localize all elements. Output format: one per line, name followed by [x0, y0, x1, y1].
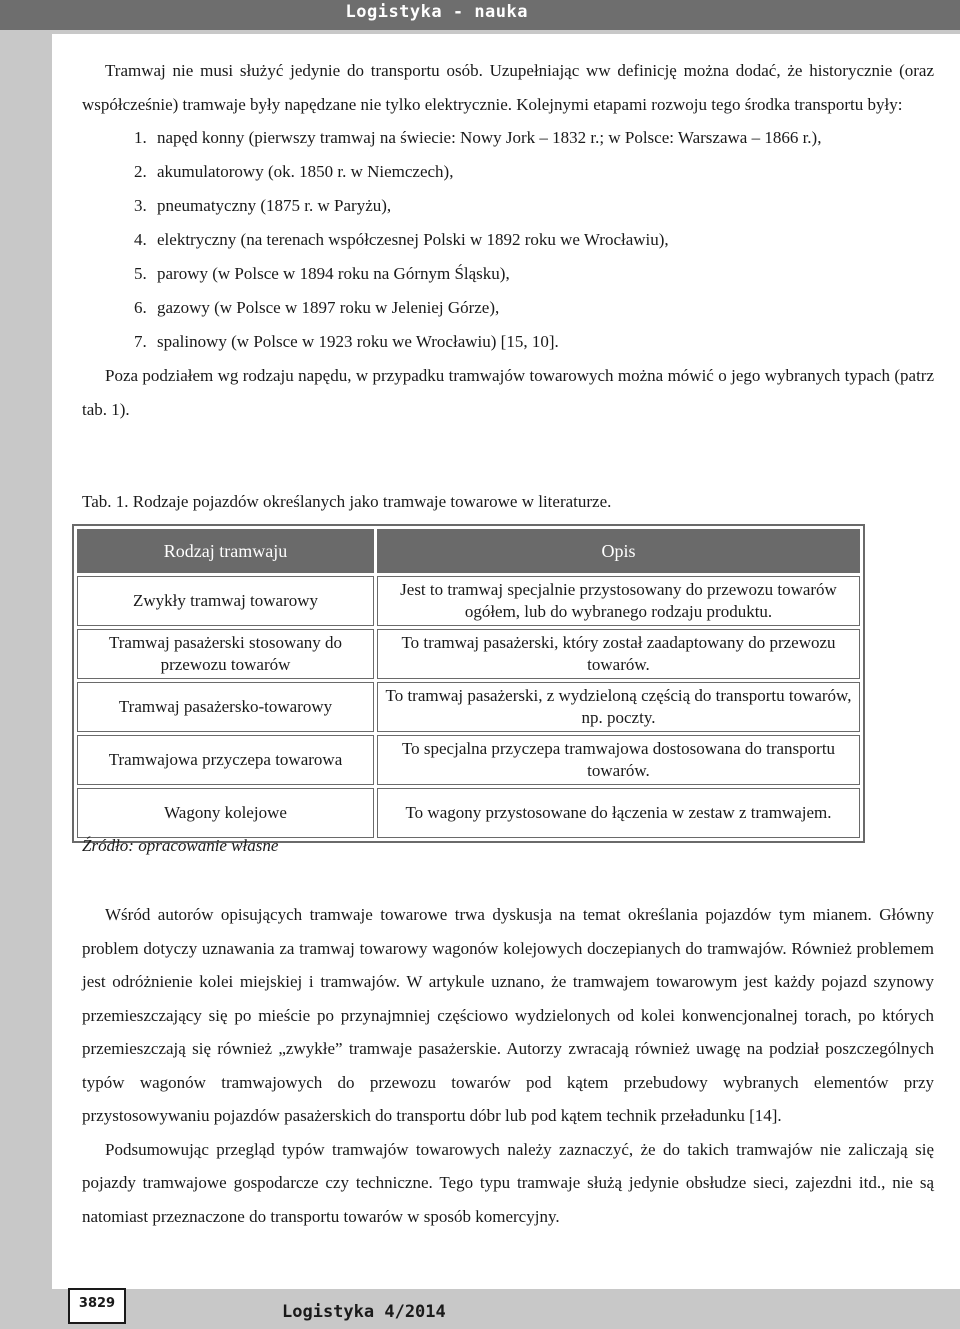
cell-description: Jest to tramwaj specjalnie przystosowany do przewozu towarów ogółem, lub do wybranego rodzaju produktu.	[377, 576, 860, 626]
list-item-number: 6.	[134, 298, 147, 317]
cell-type: Zwykły tramwaj towarowy	[77, 576, 374, 626]
tram-types-table	[72, 524, 865, 843]
list-item-number: 7.	[134, 332, 147, 351]
table-row	[77, 629, 860, 679]
list-item-text: pneumatyczny (1875 r. w Paryżu),	[157, 196, 392, 215]
list-item	[82, 121, 934, 155]
header-description: Opis	[377, 529, 860, 573]
list-item	[82, 155, 934, 189]
list-item-text: elektryczny (na terenach współczesnej Polski w 1892 roku we Wrocławiu),	[157, 230, 669, 249]
table-row	[77, 735, 860, 785]
table-row	[77, 576, 860, 626]
list-item-text: akumulatorowy (ok. 1850 r. w Niemczech),	[157, 162, 454, 181]
discussion-paragraph: Wśród autorów opisujących tramwaje towarowe trwa dyskusja na temat określania pojazdów tym mianem. Główny problem dotyczy uznawania za tramwaj towarowy wagonów kolejowych doczepianych do tramwajów. Również problemem jest odróżnienie kolei miejskiej i tramwajów. W artykule uznano, że tramwajem towarowym jest każdy pojazd szynowy przemieszczający się po mieście po przynajmniej częściowo wydzielonych od kolei konwencjonalnej torach, po których przemieszczają się również „zwykłe” tramwaje pasażerskie. Autorzy zwracają również uwagę na podział poszczególnych typów wagonów tramwajowych do przewozu towarów pod kątem przebudowy wybranych elementów przy przystosowywaniu pojazdów pasażerskich do transportu dóbr lub pod kątem technik przeładunku [14].	[82, 905, 934, 1125]
table-source: Źródło: opracowanie własne	[82, 836, 279, 855]
cell-description: To tramwaj pasażerski, który został zaadaptowany do przewozu towarów.	[377, 629, 860, 679]
list-item-text: gazowy (w Polsce w 1897 roku w Jeleniej Górze),	[157, 298, 500, 317]
intro-paragraph: Tramwaj nie musi służyć jedynie do transportu osób. Uzupełniając ww definicję można dodać, że historycznie (oraz współcześnie) tramwaje były napędzane nie tylko elektrycznie. Kolejnymi etapami rozwoju tego środka transportu były:	[82, 61, 934, 114]
list-item-text: parowy (w Polsce w 1894 roku na Górnym Śląsku),	[157, 264, 510, 283]
table-row	[77, 788, 860, 838]
list-item-number: 1.	[134, 128, 147, 147]
header-type: Rodzaj tramwaju	[77, 529, 374, 573]
journal-issue: Logistyka 4/2014	[282, 1302, 446, 1322]
list-item	[82, 189, 934, 223]
cell-type: Tramwajowa przyczepa towarowa	[77, 735, 374, 785]
cell-type: Wagony kolejowe	[77, 788, 374, 838]
cell-description: To wagony przystosowane do łączenia w zestaw z tramwajem.	[377, 788, 860, 838]
list-item-number: 3.	[134, 196, 147, 215]
cell-type: Tramwaj pasażerski stosowany do przewozu towarów	[77, 629, 374, 679]
cell-description: To specjalna przyczepa tramwajowa dostosowana do transportu towarów.	[377, 735, 860, 785]
header-title: Logistyka - nauka	[345, 2, 528, 22]
after-list-paragraph: Poza podziałem wg rodzaju napędu, w przypadku tramwajów towarowych można mówić o jego wybranych typach (patrz tab. 1).	[82, 366, 934, 419]
list-item-number: 2.	[134, 162, 147, 181]
cell-description: To tramwaj pasażerski, z wydzieloną częścią do transportu towarów, np. poczty.	[377, 682, 860, 732]
list-item	[82, 223, 934, 257]
list-item	[82, 325, 934, 359]
table-caption: Tab. 1. Rodzaje pojazdów określanych jako tramwaje towarowe w literaturze.	[82, 492, 612, 511]
list-item-text: napęd konny (pierwszy tramwaj na świecie: Nowy Jork – 1832 r.; w Polsce: Warszawa – 1866 r.),	[157, 128, 822, 147]
cell-type: Tramwaj pasażersko-towarowy	[77, 682, 374, 732]
page-number: 3829	[68, 1288, 126, 1324]
table-row	[77, 682, 860, 732]
list-item-text: spalinowy (w Polsce w 1923 roku we Wrocławiu) [15, 10].	[157, 332, 559, 351]
table-body	[77, 576, 860, 838]
closing-block	[82, 898, 934, 1233]
list-item-number: 5.	[134, 264, 147, 283]
intro-block	[82, 54, 934, 426]
drive-stages-list	[82, 121, 934, 359]
list-item	[82, 291, 934, 325]
table-header-row	[77, 529, 860, 573]
summary-paragraph: Podsumowując przegląd typów tramwajów towarowych należy zaznaczyć, że do takich tramwajów nie zaliczają się pojazdy tramwajowe gospodarcze czy techniczne. Tego typu tramwaje służą jedynie obsłudze sieci, zajezdni itd., nie są natomiast przeznaczone do transportu towarów w sposób komercyjny.	[82, 1139, 934, 1226]
list-item	[82, 257, 934, 291]
list-item-number: 4.	[134, 230, 147, 249]
running-header	[0, 0, 960, 30]
